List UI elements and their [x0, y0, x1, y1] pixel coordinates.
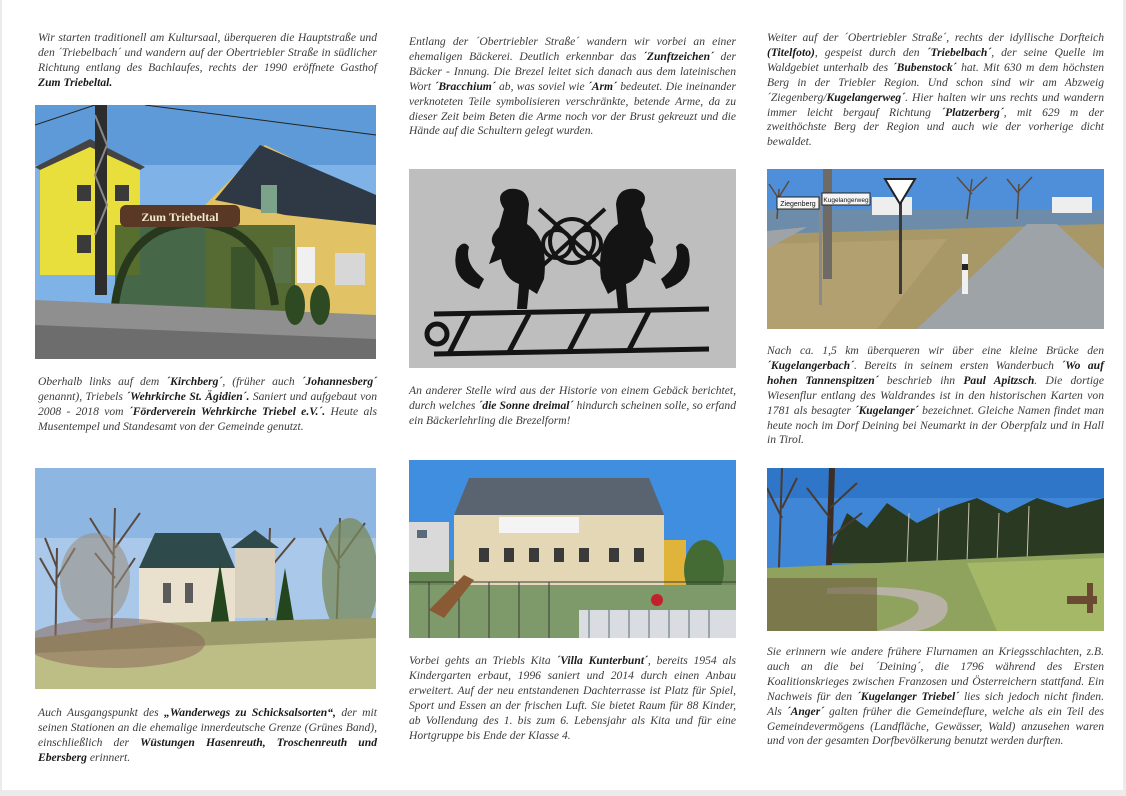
text-col3-kugelangerbach: Nach ca. 1,5 km überqueren wir über eine kleine Brücke den ´Kugelangerbach´. Bereits in seinem ersten Wanderbuch ´Wo auf hohen Tannenspitzen´ beschrieb ihn Paul Apitzsch. Die dortige Wiesenflur entlang des Waldrandes ist in den historischen Karten von 1781 als besagter ´Kugelanger´ bezeichnet. Gleiche Namen findet man heute noch im Dorf Deining bei Neumarkt in der Oberpfalz und in Hall in Tirol.	[767, 344, 1104, 447]
sign-kugelangerweg: Kugelangerweg	[823, 197, 869, 204]
photo-kita-villa-kunterbunt	[409, 460, 736, 638]
text-col2-sonne: An anderer Stelle wird aus der Historie von einem Gebäck berichtet, durch welches ´die Sonne dreimal´ hindurch scheinen solle, so erfand ein Bäckerlehrling die Brezelform!	[409, 384, 736, 427]
text-col1-kirchberg: Oberhalb links auf dem ´Kirchberg´, (früher auch ´Johannesberg´ genannt), Triebels ´Wehrkirche St. Ägidien´. Saniert und aufgebaut von 2008 - 2018 vom ´Förderverein Wehrkirche Triebel e.V.´. Heute als Musentempel und Standesamt von der Gemeinde genutzt.	[38, 375, 378, 433]
photo-gasthof-zum-triebeltal	[35, 105, 376, 359]
text-col3-flurnamen: Sie erinnern wie andere frühere Flurnamen an Kriegsschlachten, z.B. auch an die bei ´Deining´, die 1796 während des Ersten Koalitionskrieges zwischen Franzosen und Österreichern stattfand. Ein Nachweis für den ´Kugelanger Triebel´ lies sich jedoch nicht finden. Als ´Anger´ galten früher die Gemeindeflure, welche als ein Teil des Gemeindevermögens (Landfläche, Gewässer, Wald) anzusehen waren und von der gesamten Dorfbevölkerung benutzt werden durften.	[767, 645, 1105, 748]
sign-ziegenberg: Ziegenberg	[780, 201, 816, 208]
brochure-page	[2, 0, 1123, 790]
text-col2-zunftzeichen: Entlang der ´Obertriebler Straße´ wandern wir vorbei an einer ehemaligen Bäckerei. Deutlich erkennbar das ´Zunftzeichen´ der Bäcker - Innung. Die Brezel leitet sich danach aus dem lateinischen Wort ´Bracchium´ ab, was soviel wie ´Arm´ bedeutet. Die ineinander verknoteten Teile symbolisieren verschränkte, betende Arme, da zu dieser Zeit beim Beten die Arme noch vor der Brust gekreuzt und die Hände auf die Schultern gelegt wurden.	[409, 35, 736, 138]
text-col2-kita: Vorbei gehts an Triebls Kita ´Villa Kunterbunt´, bereits 1954 als Kindergarten erbaut, 1996 saniert und 2014 durch einen Anbau erweitert. Auf der neu entstandenen Dachterrasse ist Platz für Spiel, Sport und Essen an der frischen Luft. Sie bietet Raum für 88 Kinder, ab Vollendung des 1. bis zum 6. Lebensjahr als Kita und für eine Hortgruppe bis Ende der Klasse 4.	[409, 654, 736, 742]
photo-abzweig-ziegenberg	[767, 169, 1104, 329]
photo-wehrkirche	[35, 468, 376, 689]
photo-kugelanger-weg	[767, 468, 1104, 631]
text-col3-dorfteich: Weiter auf der ´Obertriebler Straße´, rechts der idyllische Dorfteich (Titelfoto), gespeist durch den ´Triebelbach´, der seine Quelle im Waldgebiet unterhalb des ´Bubenstock´ hat. Mit 630 m dem höchsten Berg in der Triebler Region. Und schon sind wir am Abzweig ´Ziegenberg/Kugelangerweg´. Hier halten wir uns rechts und wandern immer leicht bergauf Richtung ´Platzerberg´, mit 629 m der zweithöchste Berg der Region und auch wie der vorherige dicht bewaldet.	[767, 31, 1104, 149]
photo-zunftzeichen	[409, 169, 736, 368]
text-col1-wanderweg: Auch Ausgangspunkt des „Wanderwegs zu Schicksalsorten“, der mit seinen Stationen an die ehemalige innerdeutsche Grenze (Grünes Band), einschließlich der Wüstungen Hasenreuth, Troschenreuth und Ebersberg erinnert.	[38, 706, 377, 764]
gasthof-sign-text: Zum Triebeltal	[141, 210, 219, 224]
text-col1-intro: Wir starten traditionell am Kultursaal, überqueren die Hauptstraße und den ´Triebelbach´ und wandern auf der Obertriebler Straße in südlicher Richtung entlang des Bachlaufes, rechts der 1990 eröffnete Gasthof Zum Triebeltal.	[38, 31, 377, 89]
